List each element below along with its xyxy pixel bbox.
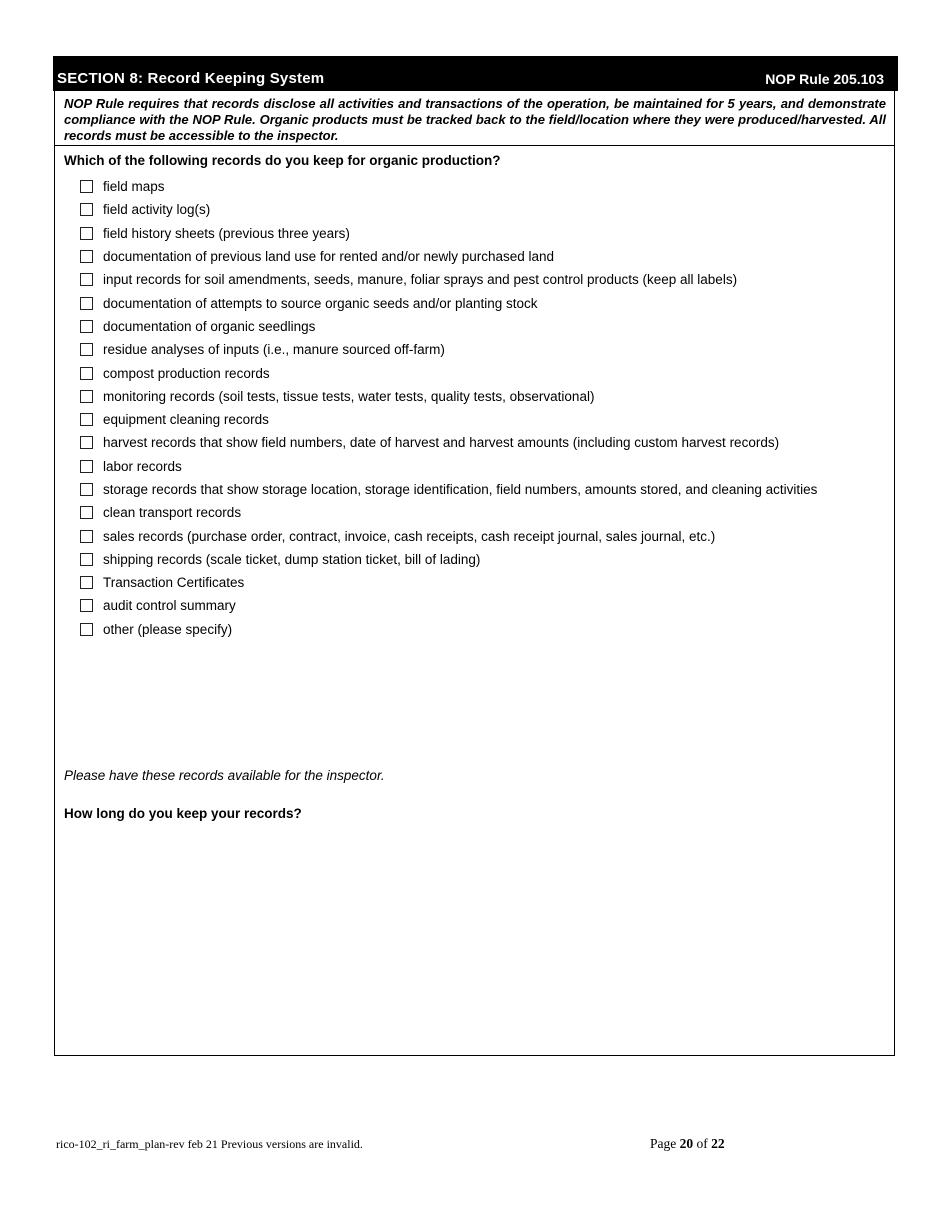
record-option-label: equipment cleaning records xyxy=(103,412,269,428)
checkbox[interactable] xyxy=(80,343,93,356)
record-option-label: clean transport records xyxy=(103,505,242,521)
checkbox[interactable] xyxy=(80,203,93,216)
record-option-label: monitoring records (soil tests, tissue tests, water tests, quality tests, observational) xyxy=(103,388,595,404)
record-option-label: residue analyses of inputs (i.e., manure sourced off-farm) xyxy=(103,342,445,358)
checkbox[interactable] xyxy=(80,576,93,589)
record-option[interactable] xyxy=(80,291,817,314)
record-option-label: labor records xyxy=(103,458,182,474)
record-option[interactable] xyxy=(80,455,817,478)
section-header xyxy=(53,56,898,91)
record-option[interactable] xyxy=(80,385,817,408)
page-current: 20 xyxy=(679,1136,694,1151)
checkbox[interactable] xyxy=(80,623,93,636)
record-option[interactable] xyxy=(80,571,817,594)
checkbox[interactable] xyxy=(80,297,93,310)
record-option[interactable] xyxy=(80,431,817,454)
checkbox[interactable] xyxy=(80,553,93,566)
footer-document-id: rico-102_ri_farm_plan-rev feb 21 Previous versions are invalid. xyxy=(56,1137,363,1151)
record-option[interactable] xyxy=(80,408,817,431)
record-option[interactable] xyxy=(80,524,817,547)
record-option-label: other (please specify) xyxy=(103,621,233,637)
record-option-label: documentation of previous land use for rented and/or newly purchased land xyxy=(103,249,555,265)
record-option-label: sales records (purchase order, contract, invoice, cash receipts, cash receipt journal, sales journal, etc.) xyxy=(103,528,716,544)
record-option-label: storage records that show storage location, storage identification, field numbers, amounts stored, and cleaning activities xyxy=(103,482,818,497)
record-option[interactable] xyxy=(80,501,817,524)
record-option[interactable] xyxy=(80,198,817,221)
checkbox[interactable] xyxy=(80,273,93,286)
record-option-label: shipping records (scale ticket, dump station ticket, bill of lading) xyxy=(103,551,481,567)
section-body xyxy=(54,91,895,1056)
rule-reference: NOP Rule 205.103 xyxy=(765,71,884,87)
record-option[interactable] xyxy=(80,268,817,291)
record-option-label: field activity log(s) xyxy=(103,202,211,218)
checkbox[interactable] xyxy=(80,367,93,380)
checkbox[interactable] xyxy=(80,390,93,403)
record-option-label: field maps xyxy=(103,179,165,195)
record-option[interactable] xyxy=(80,315,817,338)
checkbox[interactable] xyxy=(80,530,93,543)
page-of: of xyxy=(693,1136,712,1151)
record-option[interactable] xyxy=(80,222,817,245)
record-option-label: documentation of attempts to source organic seeds and/or planting stock xyxy=(103,295,538,311)
record-option[interactable] xyxy=(80,548,817,571)
records-checklist xyxy=(80,175,817,641)
record-option-label: audit control summary xyxy=(103,598,236,614)
record-option[interactable] xyxy=(80,338,817,361)
record-option-label: documentation of organic seedlings xyxy=(103,318,316,334)
record-option[interactable] xyxy=(80,175,817,198)
record-option-label: field history sheets (previous three years) xyxy=(103,225,350,241)
checkbox[interactable] xyxy=(80,180,93,193)
checkbox[interactable] xyxy=(80,483,93,496)
record-option[interactable] xyxy=(80,594,817,617)
page-prefix: Page xyxy=(650,1136,680,1151)
checkbox[interactable] xyxy=(80,506,93,519)
record-option[interactable] xyxy=(80,361,817,384)
checkbox[interactable] xyxy=(80,460,93,473)
record-option[interactable] xyxy=(80,245,817,268)
record-option-label: Transaction Certificates xyxy=(103,575,245,591)
checkbox[interactable] xyxy=(80,250,93,263)
checkbox[interactable] xyxy=(80,436,93,449)
page-number xyxy=(650,1136,725,1152)
checkbox[interactable] xyxy=(80,227,93,240)
checkbox[interactable] xyxy=(80,599,93,612)
retention-question: How long do you keep your records? xyxy=(64,806,302,821)
retention-answer-field[interactable] xyxy=(64,831,884,1041)
checkbox[interactable] xyxy=(80,413,93,426)
record-option[interactable] xyxy=(80,478,817,501)
page-total: 22 xyxy=(711,1136,725,1151)
section-title: SECTION 8: Record Keeping System xyxy=(57,70,325,87)
record-option-label: compost production records xyxy=(103,365,270,381)
intro-text: NOP Rule requires that records disclose all activities and transactions of the operation, be maintained for 5 years, and demonstrate compliance with the NOP Rule. Organic products must be tracked back to the field/location where they were produced/harvested. All records must be accessible to the inspector. xyxy=(64,96,886,143)
record-option-label: harvest records that show field numbers, date of harvest and harvest amounts (including custom harvest records) xyxy=(103,435,780,451)
records-question: Which of the following records do you keep for organic production? xyxy=(64,153,501,168)
intro-box xyxy=(55,91,894,146)
record-option-label: input records for soil amendments, seeds, manure, foliar sprays and pest control products (keep all labels) xyxy=(103,272,738,288)
record-option[interactable] xyxy=(80,618,817,641)
checkbox[interactable] xyxy=(80,320,93,333)
inspector-note: Please have these records available for the inspector. xyxy=(64,768,385,783)
